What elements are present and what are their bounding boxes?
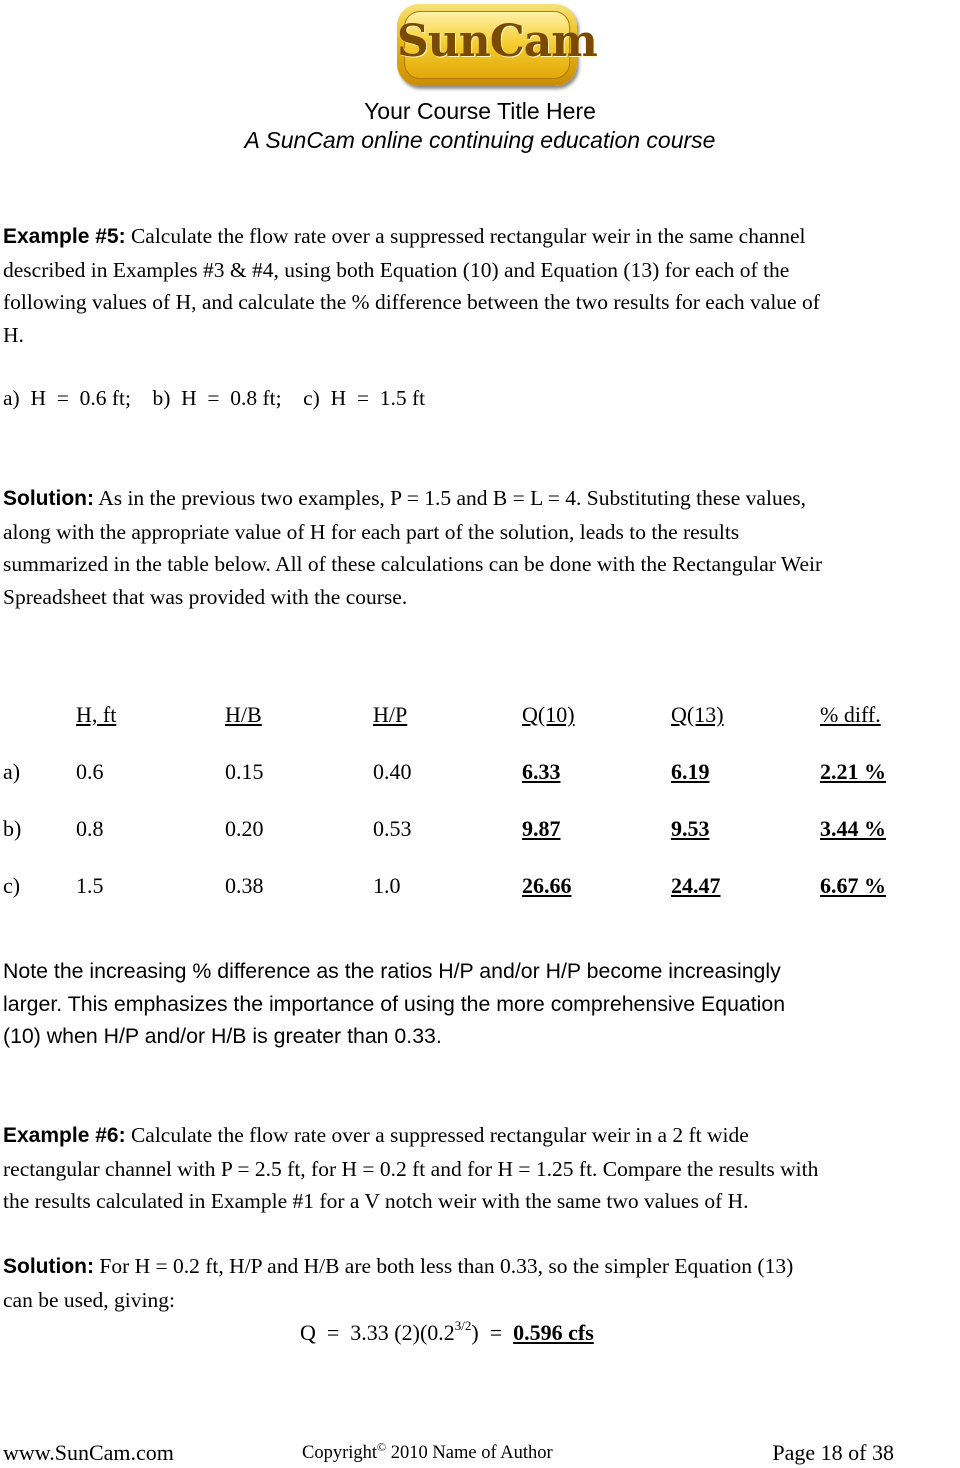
solution-6-line-2: can be used, giving:	[3, 1287, 175, 1312]
equation-exponent: 3/2	[454, 1318, 472, 1333]
course-subtitle: A SunCam online continuing education course	[244, 127, 716, 153]
example-6-paragraph	[3, 1119, 958, 1218]
note-paragraph	[3, 955, 958, 1053]
solution-6-label: Solution:	[3, 1255, 94, 1278]
table-cell: 24.47	[671, 873, 721, 898]
table-row-label: b)	[3, 816, 22, 841]
table-cell: 1.5	[76, 873, 104, 898]
example-6-line-3: the results calculated in Example #1 for a V notch weir with the same two values of H.	[3, 1189, 749, 1213]
solution-6-line-1: Solution: For H = 0.2 ft, H/P and H/B are both less than 0.33, so the simpler Equation (13)	[3, 1254, 794, 1278]
table-cell: 26.66	[522, 873, 572, 898]
table-cell: 2.21 %	[820, 759, 886, 784]
example-5-line-3: following values of H, and calculate the % difference between the two results for each value of	[3, 290, 820, 314]
example-5-values: a) H = 0.6 ft; b) H = 0.8 ft; c) H = 1.5 ft	[3, 386, 426, 410]
table-header-q10: Q(10)	[522, 702, 575, 727]
note-line-2: larger. This emphasizes the importance of using the more comprehensive Equation	[3, 991, 786, 1016]
table-cell: 0.15	[225, 759, 264, 784]
table-cell: 9.87	[522, 816, 561, 841]
table-header-hb: H/B	[225, 702, 262, 727]
table-cell: 6.67 %	[820, 873, 886, 898]
table-row-label: a)	[3, 759, 21, 784]
footer-url[interactable]: www.SunCam.com	[3, 1440, 174, 1465]
table-cell: 0.38	[225, 873, 264, 898]
example-6-line-2: rectangular channel with P = 2.5 ft, for H = 0.2 ft and for H = 1.25 ft. Compare the results with	[3, 1156, 819, 1181]
logo-text: SunCam	[397, 16, 597, 67]
example-5-line-2: described in Examples #3 & #4, using both Equation (10) and Equation (13) for each of the	[3, 257, 790, 282]
footer-copyright: Copyright© 2010 Name of Author	[302, 1440, 553, 1464]
suncam-logo	[397, 4, 597, 86]
table-header-q13: Q(13)	[671, 702, 724, 727]
solution-5-line-2: along with the appropriate value of H for each part of the solution, leads to the results	[3, 519, 740, 544]
table-row-label: c)	[3, 873, 21, 898]
example-6-line-1: Example #6: Calculate the flow rate over a suppressed rectangular weir in a 2 ft wide	[3, 1123, 749, 1147]
copyright-symbol: ©	[377, 1440, 387, 1454]
course-title: Your Course Title Here	[364, 98, 596, 124]
table-header-diff: % diff.	[820, 702, 881, 727]
table-cell: 0.6	[76, 759, 104, 784]
equation-result: 0.596 cfs	[513, 1320, 594, 1345]
note-line-1: Note the increasing % difference as the ratios H/P and/or H/P become increasingly	[3, 959, 781, 983]
example-5-line-4: H.	[3, 322, 24, 347]
flow-equation: Q = 3.33 $(2)(0.2^{3/2}) = 0.596$ cfs	[300, 1318, 594, 1345]
table-cell: 3.44 %	[820, 816, 886, 841]
table-header-hp: H/P	[373, 702, 408, 727]
table-cell: 0.8	[76, 816, 104, 841]
solution-5-paragraph	[3, 482, 958, 613]
solution-5-line-1: Solution: As in the previous two examples, P = 1.5 and B = L = 4. Substituting these values,	[3, 486, 806, 510]
table-cell: 6.33	[522, 759, 561, 784]
table-cell: 1.0	[373, 873, 401, 898]
table-cell: 0.53	[373, 816, 412, 841]
table-cell: 0.20	[225, 816, 264, 841]
example-5-line-1: Example #5: Calculate the flow rate over a suppressed rectangular weir in the same channel	[3, 224, 806, 248]
solution-6-paragraph	[3, 1250, 958, 1316]
solution-5-line-4: Spreadsheet that was provided with the course.	[3, 584, 408, 609]
table-cell: 0.40	[373, 759, 412, 784]
footer-page-number: Page 18 of 38	[772, 1440, 894, 1465]
table-header-h: H, ft	[76, 702, 117, 727]
example-5-paragraph	[3, 220, 958, 351]
note-line-3: (10) when H/P and/or H/B is greater than 0.33.	[3, 1024, 442, 1048]
solution-5-label: Solution:	[3, 487, 94, 510]
example-6-label: Example #6:	[3, 1124, 126, 1147]
example-5-label: Example #5:	[3, 225, 126, 248]
table-cell: 6.19	[671, 759, 710, 784]
table-cell: 9.53	[671, 816, 710, 841]
solution-5-line-3: summarized in the table below. All of these calculations can be done with the Rectangular Weir	[3, 552, 823, 576]
